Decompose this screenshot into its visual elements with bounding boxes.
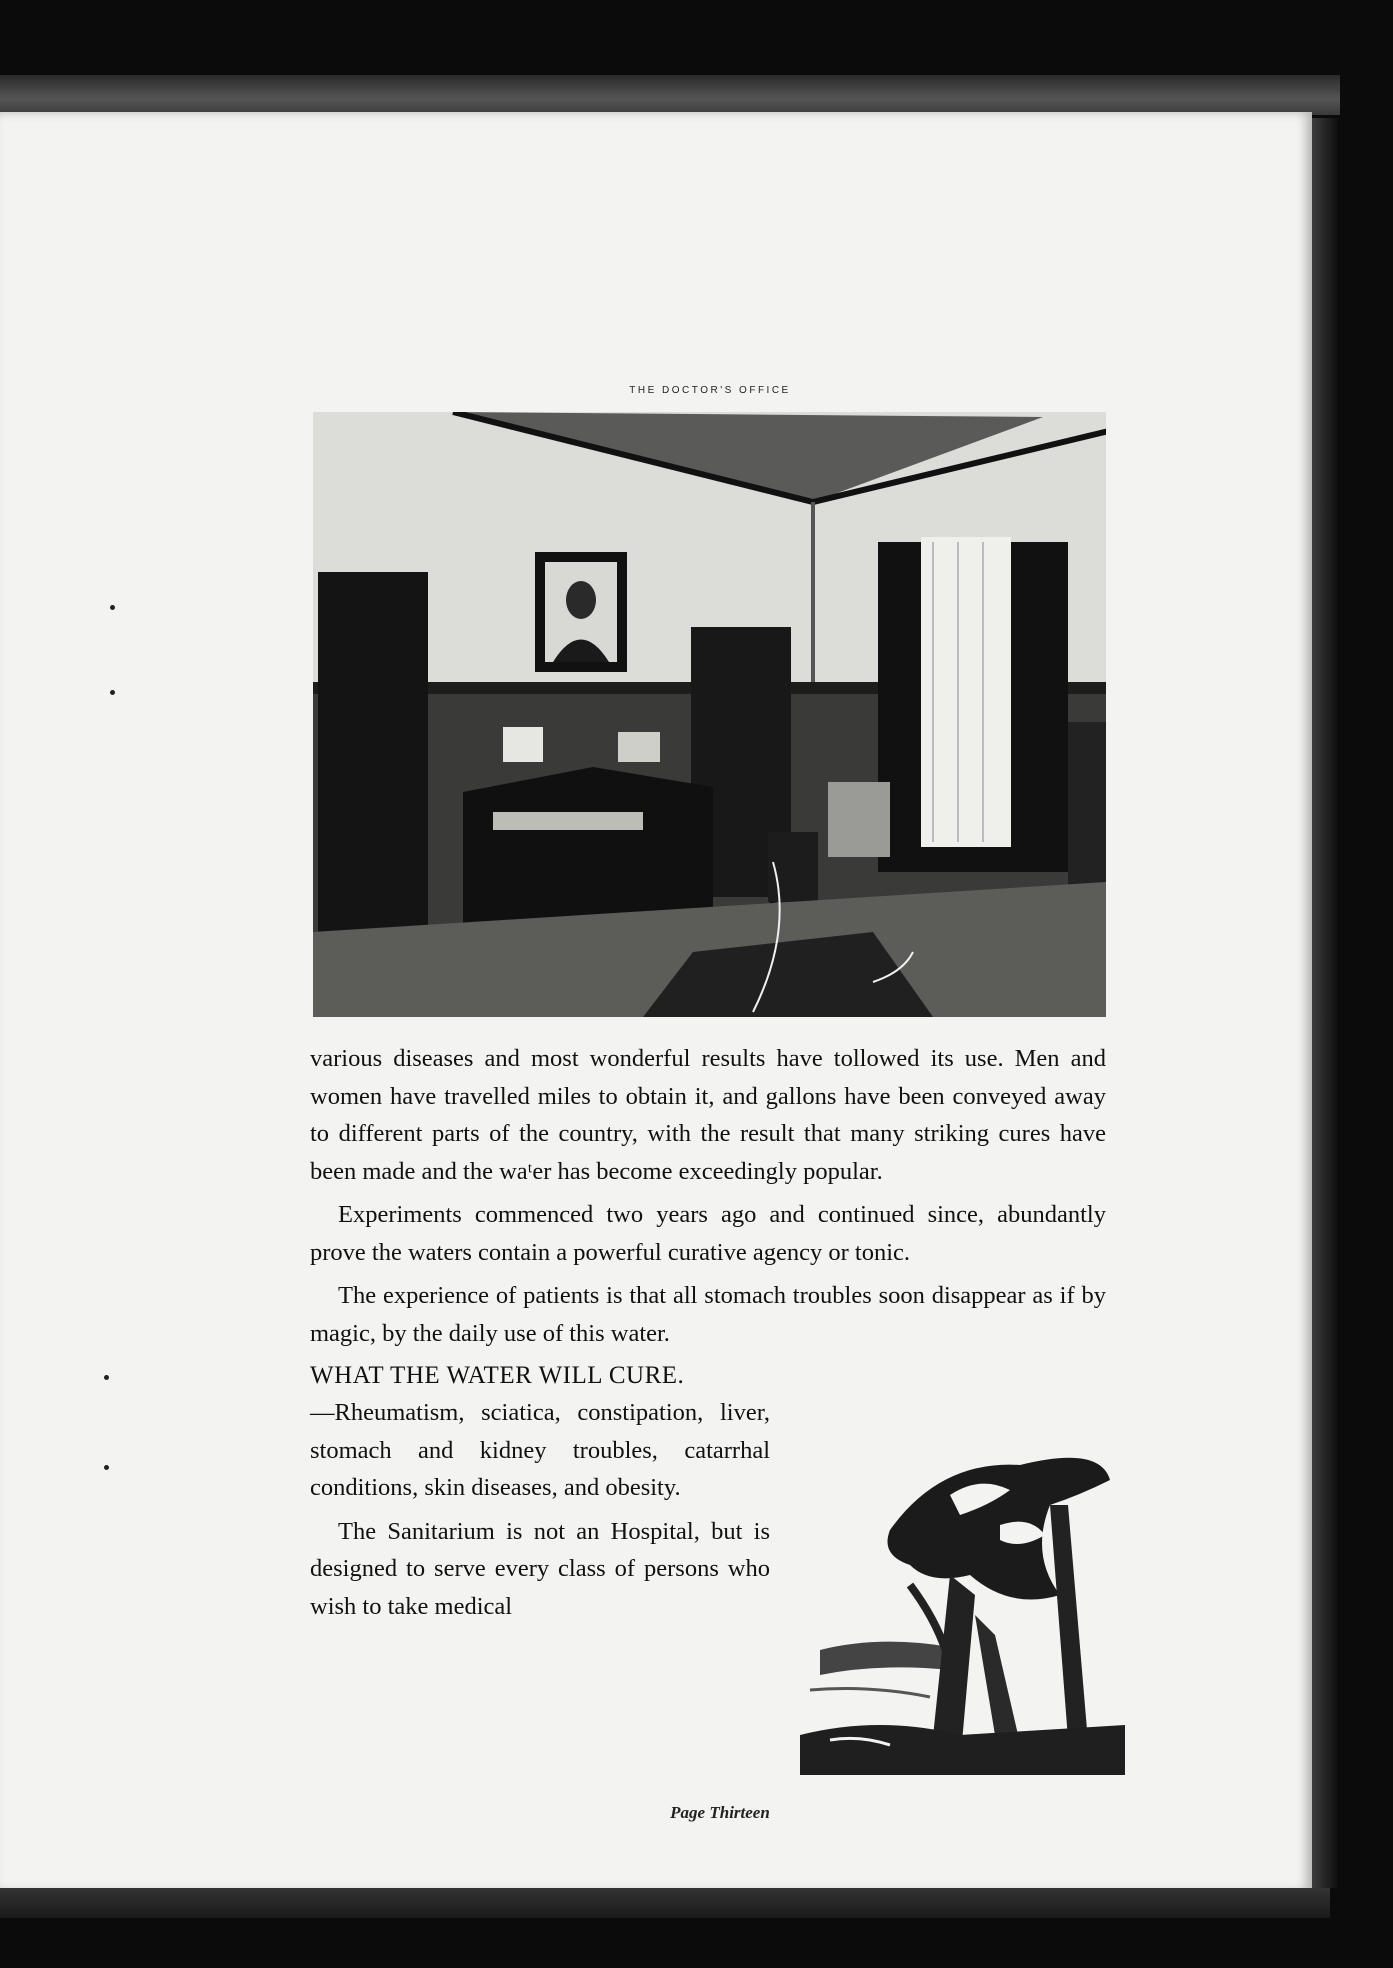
scan-frame-top bbox=[0, 75, 1340, 115]
paragraph-4: —Rheumatism, sciatica, constipation, liver, stomach and kidney troubles, catarrhal conditions, skin diseases, and obesity. bbox=[310, 1399, 770, 1501]
paragraph-5: The Sanitarium is not an Hospital, but is designed to serve every class of persons who wish to take medical bbox=[310, 1517, 770, 1620]
speck-mark bbox=[110, 605, 115, 610]
paragraph-3: The experience of patients is that all stomach troubles soon disappear as if by magic, by the daily use of this water. bbox=[310, 1282, 1106, 1347]
speck-mark bbox=[110, 690, 115, 695]
speck-mark bbox=[104, 1465, 109, 1470]
tree-illustration bbox=[800, 1435, 1125, 1775]
page-edge bbox=[1312, 118, 1338, 1888]
speck-mark bbox=[104, 1375, 109, 1380]
photo-caption: THE DOCTOR'S OFFICE bbox=[629, 385, 791, 396]
section-heading: WHAT THE WATER WILL CURE. bbox=[310, 1362, 685, 1389]
doctors-office-photo bbox=[313, 412, 1106, 1017]
paragraph-2: Experiments commenced two years ago and continued since, abundantly prove the waters contain a powerful curative agency or tonic. bbox=[310, 1201, 1106, 1266]
scan-frame-bottom bbox=[0, 1888, 1330, 1918]
page-number: Page Thirteen bbox=[670, 1803, 770, 1822]
paragraph-1: various diseases and most wonderful results have tollowed its use. Men and women have travelled miles to obtain it, and gallons have been conveyed away to different parts of the country, with the result that many striking cures have been made and the waᵗer has become exceedingly popular. bbox=[310, 1045, 1106, 1185]
